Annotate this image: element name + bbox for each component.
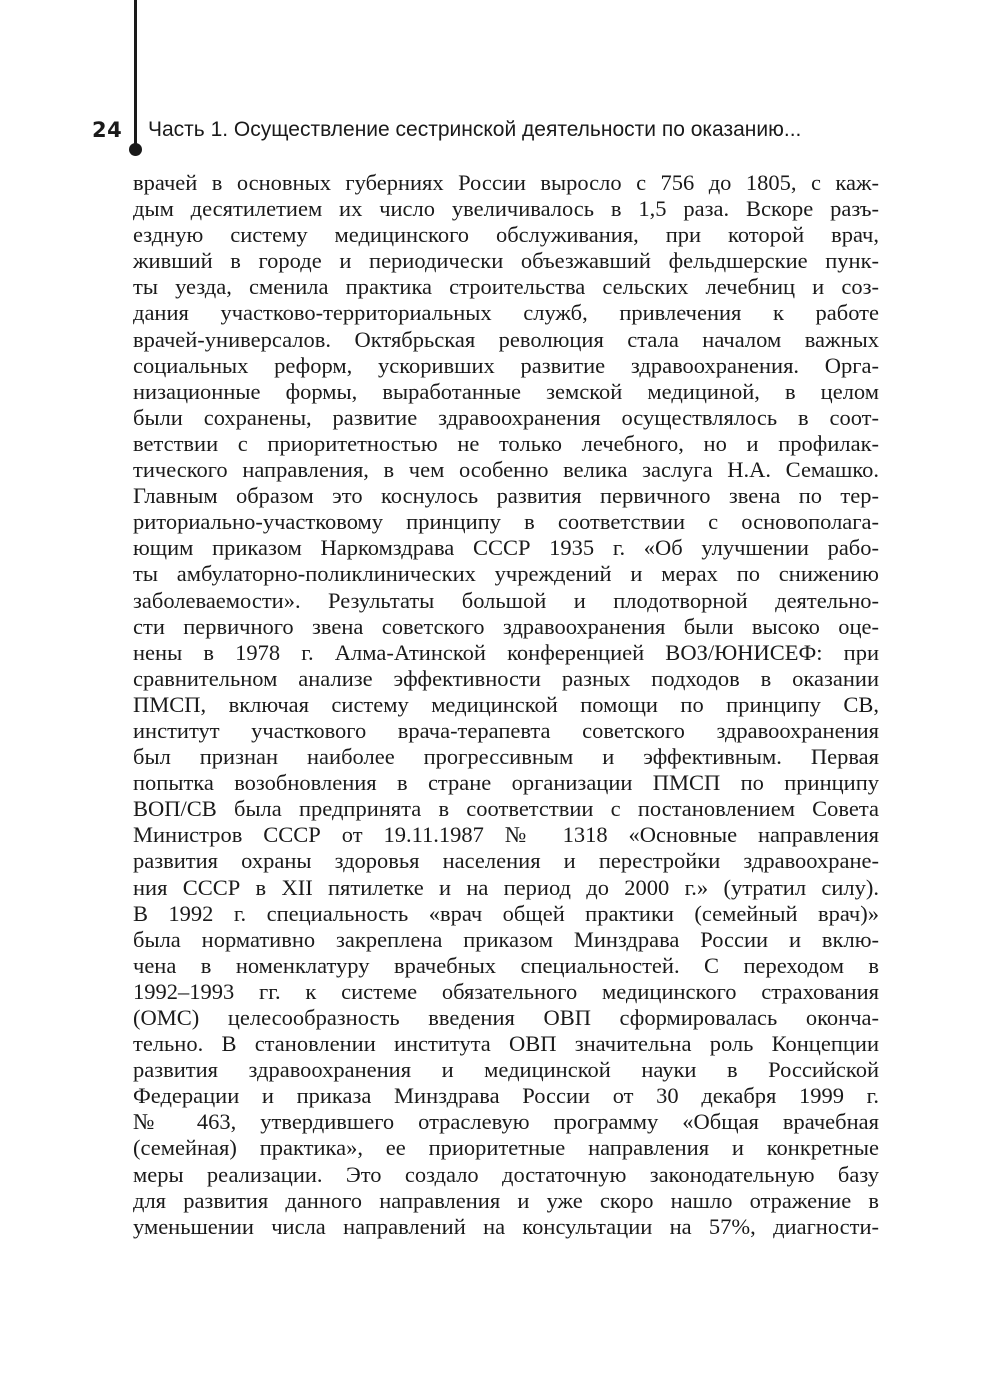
text-line: № 463, утвердившего отраслевую программу «Общая врачебная: [133, 1109, 879, 1135]
text-line: ПМСП, включая систему медицинской помощи по принципу СВ,: [133, 691, 879, 717]
text-line: сравнительном анализе эффективности разных подходов в оказании: [133, 665, 879, 691]
text-line: (семейная) практика», ее приоритетные направления и конкретные: [133, 1135, 879, 1161]
text-line: ты уезда, сменила практика строительства сельских лечебниц и соз-: [133, 274, 879, 300]
text-line: низационные формы, выработанные земской медициной, в целом: [133, 378, 879, 404]
page-number: 24: [92, 118, 123, 142]
text-line: тельно. В становлении института ОВП значительна роль Концепции: [133, 1031, 879, 1057]
text-line: были сохранены, развитие здравоохранения осуществлялось в соот-: [133, 404, 879, 430]
text-line: чена в номенклатуру врачебных специальностей. С переходом в: [133, 952, 879, 978]
text-line: тического направления, в чем особенно велика заслуга Н.А. Семашко.: [133, 457, 879, 483]
header-vertical-rule: [134, 0, 137, 148]
text-line: был признан наиболее прогрессивным и эффективным. Первая: [133, 744, 879, 770]
text-line: Главным образом это коснулось развития первичного звена по тер-: [133, 483, 879, 509]
text-line: ветствии с приоритетностью не только лечебного, но и профилак-: [133, 430, 879, 456]
text-line: институт участкового врача-терапевта советского здравоохранения: [133, 717, 879, 743]
text-line: ездную систему медицинского обслуживания, при которой врач,: [133, 222, 879, 248]
text-line: Министров СССР от 19.11.1987 № 1318 «Основные направления: [133, 822, 879, 848]
running-title: Часть 1. Осуществление сестринской деятельности по оказанию...: [148, 118, 802, 141]
text-line: ВОП/СВ была предпринята в соответствии с постановлением Совета: [133, 796, 879, 822]
body-text: [133, 170, 879, 1240]
text-line: дания участково-территориальных служб, привлечения к работе: [133, 300, 879, 326]
text-line: уменьшении числа направлений на консультации на 57%, диагности-: [133, 1213, 879, 1239]
text-line: риториально-участковому принципу в соответствии с основополага-: [133, 509, 879, 535]
text-line: меры реализации. Это создало достаточную законодательную базу: [133, 1161, 879, 1187]
text-line: ты амбулаторно-поликлинических учреждений и мерах по снижению: [133, 561, 879, 587]
text-line: попытка возобновления в стране организации ПМСП по принципу: [133, 770, 879, 796]
text-line: ния СССР в XII пятилетке и на период до 2000 г.» (утратил силу).: [133, 874, 879, 900]
text-line: для развития данного направления и уже скоро нашло отражение в: [133, 1187, 879, 1213]
text-line: Федерации и приказа Минздрава России от 30 декабря 1999 г.: [133, 1083, 879, 1109]
text-line: (ОМС) целесообразность введения ОВП сформировалась оконча-: [133, 1005, 879, 1030]
text-line: заболеваемости». Результаты большой и плодотворной деятельно-: [133, 587, 879, 613]
text-line: сти первичного звена советского здравоохранения были высоко оце-: [133, 613, 879, 639]
text-line: нены в 1978 г. Алма-Атинской конференцией ВОЗ/ЮНИСЕФ: при: [133, 639, 879, 665]
header-rule-dot: [129, 143, 142, 156]
text-line: В 1992 г. специальность «врач общей практики (семейный врач)»: [133, 900, 879, 926]
text-line: врачей в основных губерниях России выросло с 756 до 1805, с каж-: [133, 170, 879, 195]
text-line: социальных реформ, ускоривших развитие здравоохранения. Орга-: [133, 352, 879, 378]
text-line: была нормативно закреплена приказом Минздрава России и вклю-: [133, 926, 879, 952]
text-line: 1992–1993 гг. к системе обязательного медицинского страхования: [133, 978, 879, 1004]
text-line: ющим приказом Наркомздрава СССР 1935 г. «Об улучшении рабо-: [133, 535, 879, 561]
text-line: развития охраны здоровья населения и перестройки здравоохране-: [133, 848, 879, 874]
text-line: живший в городе и периодически объезжавший фельдшерские пунк-: [133, 248, 879, 274]
text-line: развития здравоохранения и медицинской науки в Российской: [133, 1057, 879, 1083]
text-line: дым десятилетием их число увеличивалось в 1,5 раза. Вскоре разъ-: [133, 196, 879, 222]
text-line: врачей-универсалов. Октябрьская революция стала началом важных: [133, 326, 879, 352]
